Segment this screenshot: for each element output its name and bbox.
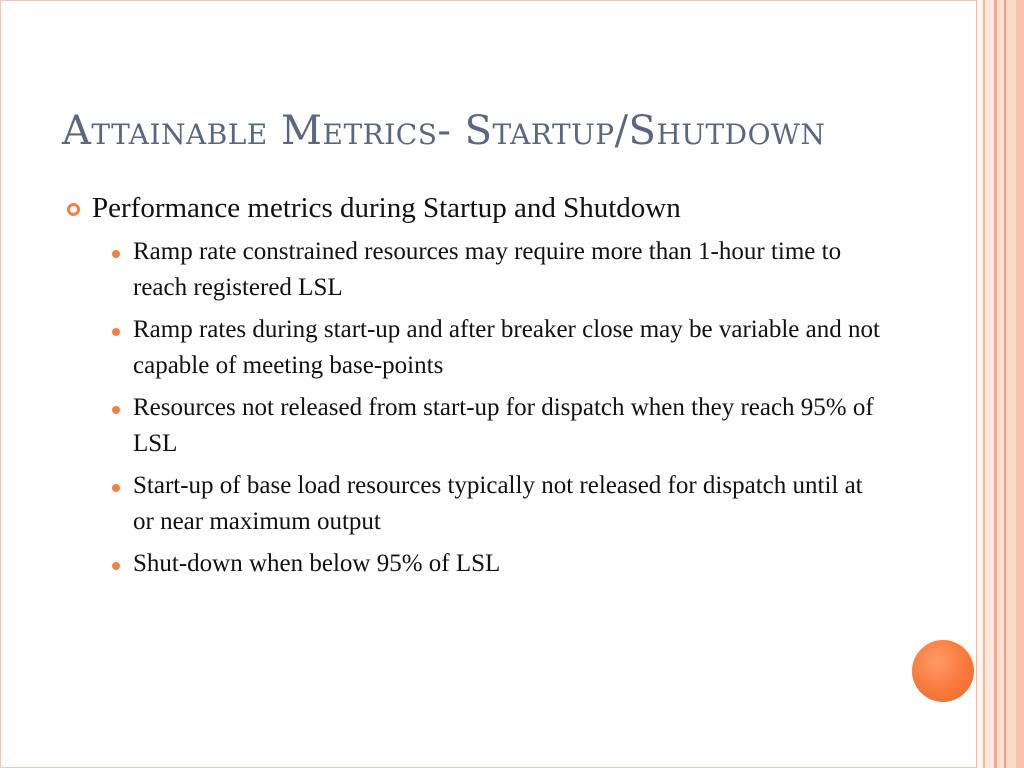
slide-title: Attainable Metrics- Startup/Shutdown	[62, 108, 826, 154]
stripe	[1006, 0, 1016, 768]
stripe	[1016, 0, 1024, 768]
dot-bullet-icon	[112, 328, 120, 336]
slide-content	[64, 188, 884, 588]
dot-bullet-icon	[112, 250, 120, 258]
sub-bullet-text: Ramp rate constrained resources may require more than 1-hour time to reach registered LSL	[133, 238, 842, 301]
sub-bullet-text: Start-up of base load resources typically not released for dispatch until at or near maximum output	[133, 472, 863, 535]
dot-bullet-icon	[112, 406, 120, 414]
stripe	[997, 0, 1005, 768]
sub-bullet-text: Resources not released from start-up for dispatch when they reach 95% of LSL	[133, 394, 874, 457]
sub-bullet-text: Ramp rates during start-up and after breaker close may be variable and not capable of meeting base-points	[133, 316, 880, 379]
list-item	[112, 390, 884, 462]
stripe	[976, 0, 983, 768]
ring-bullet-icon	[67, 203, 80, 216]
list-item	[112, 312, 884, 384]
main-bullet	[64, 188, 884, 228]
main-bullet-text: Performance metrics during Startup and Shutdown	[92, 192, 681, 224]
sub-bullet-list	[112, 234, 884, 582]
stripe	[985, 0, 994, 768]
decorative-stripes	[976, 0, 1024, 768]
orange-orb-icon	[912, 640, 974, 702]
dot-bullet-icon	[112, 562, 120, 570]
dot-bullet-icon	[112, 484, 120, 492]
sub-bullet-text: Shut-down when below 95% of LSL	[133, 550, 501, 577]
list-item	[112, 234, 884, 306]
list-item	[112, 546, 884, 582]
list-item	[112, 468, 884, 540]
